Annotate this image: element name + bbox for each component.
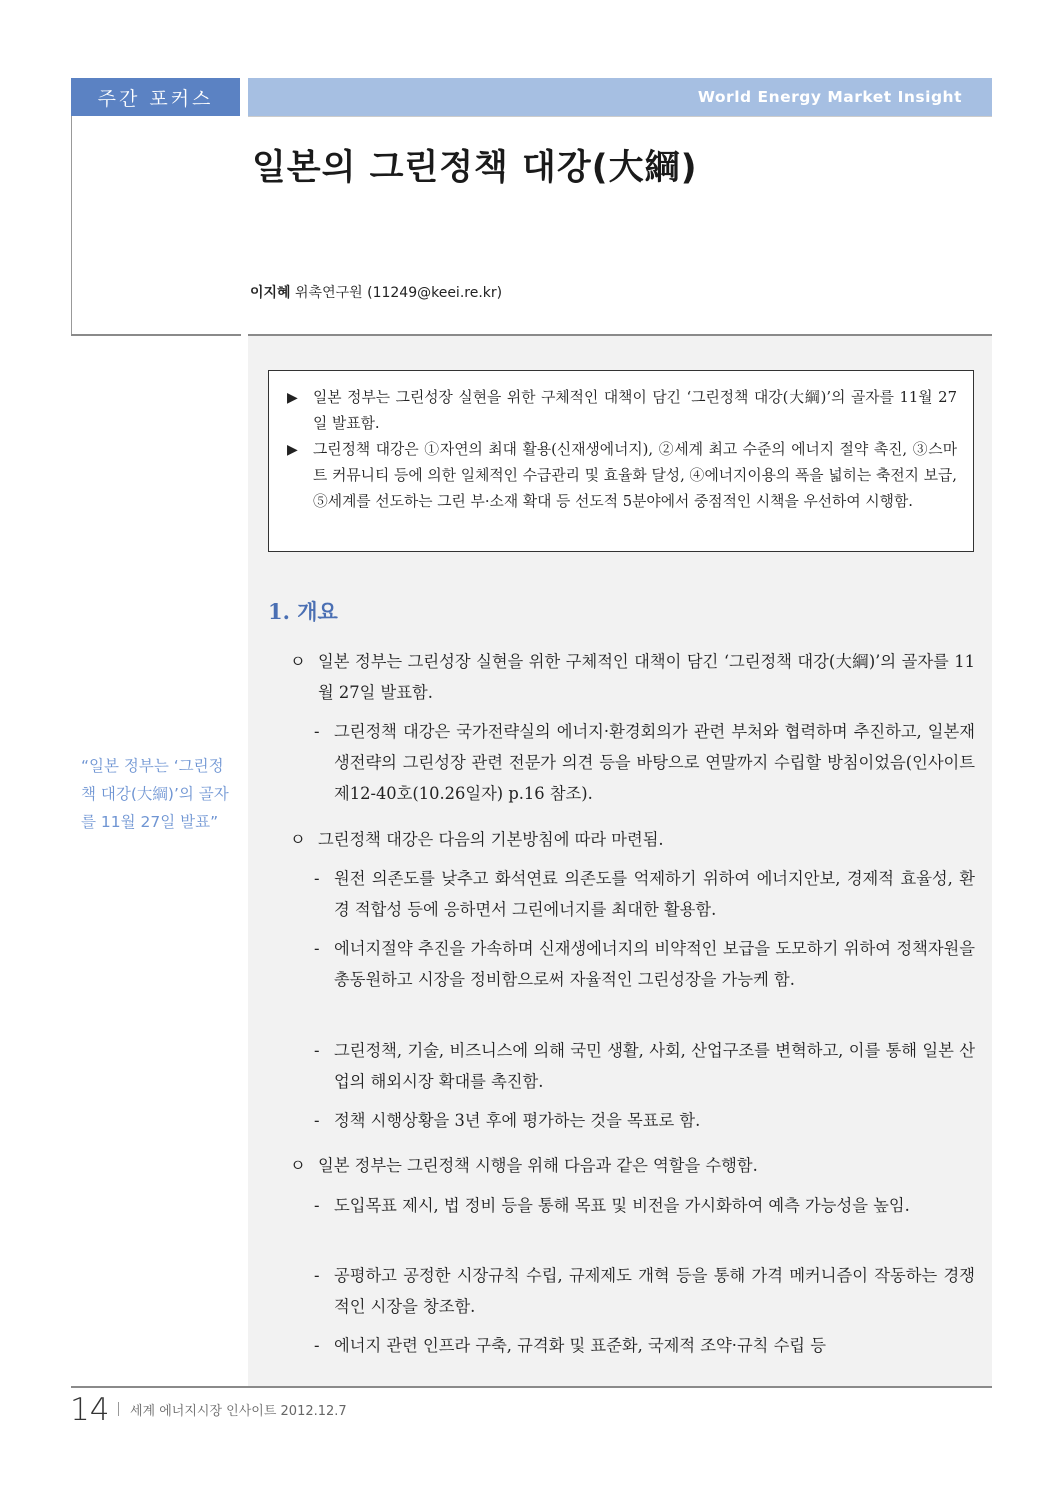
list-item: - 정책 시행상황을 3년 후에 평가하는 것을 목표로 함. <box>334 1105 975 1136</box>
footer-separator <box>118 1402 119 1416</box>
list-item: - 그린정책, 기술, 비즈니스에 의해 국민 생활, 사회, 산업구조를 변혁하고, 이를 통해 일본 산업의 해외시장 확대를 촉진함. <box>334 1035 975 1097</box>
list-item: ㅇ 일본 정부는 그린정책 시행을 위해 다음과 같은 역할을 수행함. <box>318 1150 975 1181</box>
publication-banner: World Energy Market Insight <box>248 78 992 116</box>
list-item: - 도입목표 제시, 법 정비 등을 통해 목표 및 비전을 가시화하여 예측 가능성을 높임. <box>334 1190 975 1221</box>
article-title: 일본의 그린정책 대강(大綱) <box>252 148 698 188</box>
dash-icon: - <box>314 939 320 958</box>
list-item: ㅇ 일본 정부는 그린성장 실현을 위한 구체적인 대책이 담긴 ‘그린정책 대강(大綱)’의 골자를 11월 27일 발표함. <box>318 646 975 708</box>
dash-icon: - <box>314 1196 320 1215</box>
divider-left <box>71 334 241 336</box>
list-item: - 에너지절약 추진을 가속하며 신재생에너지의 비약적인 보급을 도모하기 위하여 정책자원을 총동원하고 시장을 정비함으로써 자율적인 그린성장을 가능케 함. <box>334 933 975 995</box>
circle-bullet-icon: ㅇ <box>290 652 306 671</box>
left-rule <box>71 116 72 336</box>
circle-bullet-icon: ㅇ <box>290 830 306 849</box>
list-item: ㅇ 그린정책 대강은 다음의 기본방침에 따라 마련됨. <box>318 824 975 855</box>
section-title: 1. 개요 <box>268 599 338 624</box>
dash-icon: - <box>314 1336 320 1355</box>
list-item: - 원전 의존도를 낮추고 화석연료 의존도를 억제하기 위하여 에너지안보, 경제적 효율성, 환경 적합성 등에 응하면서 그린에너지를 최대한 활용함. <box>334 863 975 925</box>
footer-text: 세계 에너지시장 인사이트 2012.12.7 <box>130 1404 347 1419</box>
summary-box <box>268 370 974 552</box>
author-role: 위촉연구원 (11249@keei.re.kr) <box>295 285 503 301</box>
list-item: - 그린정책 대강은 국가전략실의 에너지·환경회의가 관련 부처와 협력하며 추진하고, 일본재생전략의 그린성장 관련 전문가 의견 등을 바탕으로 연말까지 수립할 방침이었음(인사이트 제12-40호(10.26일자) p.16 참조). <box>334 716 975 809</box>
arrow-icon: ▶ <box>287 390 298 406</box>
dash-icon: - <box>314 722 320 741</box>
list-item: - 공평하고 공정한 시장규칙 수립, 규제제도 개혁 등을 통해 가격 메커니즘이 작동하는 경쟁적인 시장을 창조함. <box>334 1260 975 1322</box>
author-name: 이지혜 <box>250 285 291 301</box>
author-line <box>250 282 502 302</box>
dash-icon: - <box>314 1041 320 1060</box>
section-label: 주간 포커스 <box>71 78 240 116</box>
list-item: - 에너지 관련 인프라 구축, 규격화 및 표준화, 국제적 조약·규칙 수립 등 <box>334 1330 975 1361</box>
footer-rule <box>71 1386 992 1388</box>
circle-bullet-icon: ㅇ <box>290 1156 306 1175</box>
page-number: 14 <box>70 1392 110 1428</box>
summary-item: ▶ 일본 정부는 그린성장 실현을 위한 구체적인 대책이 담긴 ‘그린정책 대강(大綱)’의 골자를 11월 27일 발표함. <box>287 385 957 437</box>
dash-icon: - <box>314 1266 320 1285</box>
dash-icon: - <box>314 869 320 888</box>
title-rule <box>248 116 992 117</box>
pull-quote: “일본 정부는 ‘그린정책 대강(大綱)’의 골자를 11월 27일 발표” <box>81 757 229 831</box>
summary-item: ▶ 그린정책 대강은 ①자연의 최대 활용(신재생에너지), ②세계 최고 수준의 에너지 절약 촉진, ③스마트 커뮤니티 등에 의한 일체적인 수급관리 및 효율화 달성, ④에너지이용의 폭을 넓히는 축전지 보급, ⑤세계를 선도하는 그린 부·소재 확대 등 선도적 5분야에서 중점적인 시책을 우선하여 시행함. <box>287 437 957 515</box>
arrow-icon: ▶ <box>287 442 298 458</box>
dash-icon: - <box>314 1111 320 1130</box>
